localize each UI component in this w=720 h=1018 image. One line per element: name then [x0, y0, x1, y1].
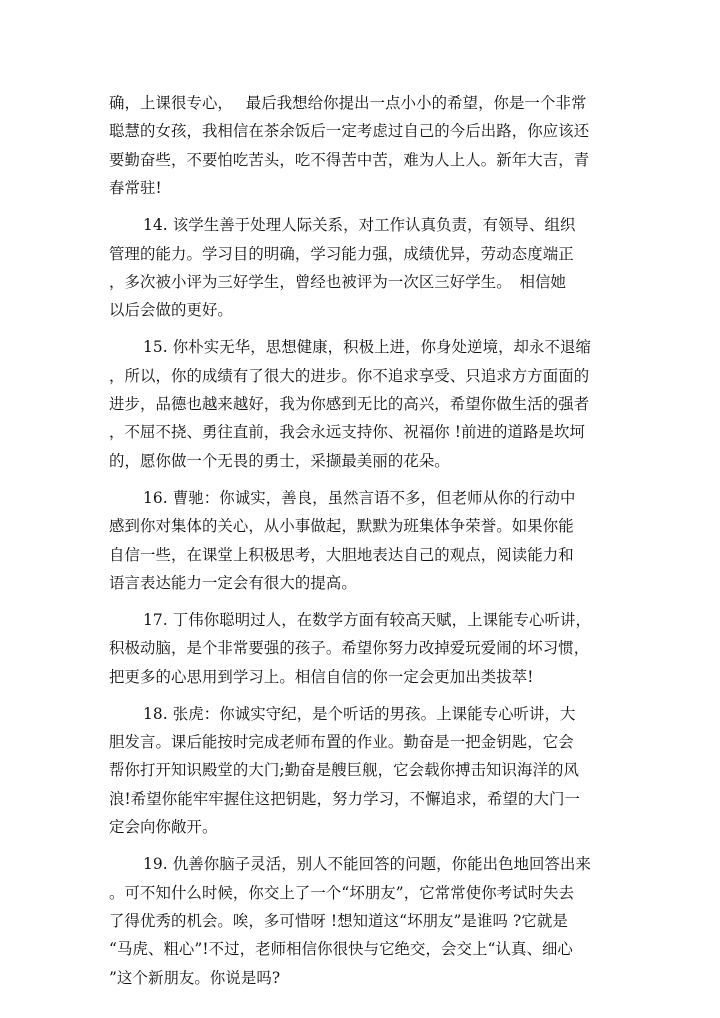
text-line: 。可不知什么时候，你交上了一个“坏朋友”，它常常使你考试时失去: [109, 883, 575, 902]
text-line: 14. 该学生善于处理人际关系，对工作认真负责，有领导、组织: [143, 216, 576, 235]
text-line: 的，愿你做一个无畏的勇士，采撷最美丽的花朵。: [109, 451, 450, 470]
text-line: 聪慧的女孩，我相信在茶余饭后一定考虑过自己的今后出路，你应该还: [109, 122, 590, 141]
document-page: [109, 89, 617, 992]
text-line: ，不屈不挠、勇往直前，我会永远支持你、祝福你 !前进的道路是坎坷: [109, 423, 585, 442]
text-line: 胆发言。课后能按时完成老师布置的作业。勤奋是一把金钥匙，它会: [109, 733, 574, 752]
text-line: 浪!希望你能牢牢握住这把钥匙，努力学习，不懈追求，希望的大门一: [109, 789, 581, 808]
text-line: 16. 曹驰：你诚实，善良，虽然言语不多，但老师从你的行动中: [143, 488, 576, 507]
text-line: 春常驻!: [109, 179, 162, 198]
text-line: 了得优秀的机会。唉，多可惜呀 !想知道这“坏朋友”是谁吗 ?它就是: [109, 911, 568, 930]
text-line: 帮你打开知识殿堂的大门;勤奋是艘巨舰，它会载你搏击知识海洋的风: [109, 761, 580, 780]
paragraph-item-19: [109, 850, 617, 992]
text-line: ”这个新朋友。你说是吗?: [109, 968, 281, 987]
paragraph-item-18: [109, 700, 617, 842]
text-line: ，多次被小评为三好学生，曾经也被评为一次区三好学生。 相信她: [109, 272, 567, 291]
paragraph-continuation: [109, 89, 617, 203]
text-line: 把更多的心思用到学习上。相信自信的你一定会更加出类拔萃!: [109, 667, 534, 686]
paragraph-item-17: [109, 606, 617, 691]
text-line: 语言表达能力一定会有很大的提高。: [109, 574, 357, 592]
paragraph-item-16: [109, 484, 617, 598]
paragraph-item-14: [109, 211, 617, 325]
text-line: 进步，品德也越来越好，我为你感到无比的高兴，希望你做生活的强者: [109, 395, 590, 414]
text-line: 感到你对集体的关心，从小事做起，默默为班集体争荣誉。如果你能: [109, 517, 574, 536]
text-line: 17. 丁伟你聪明过人，在数学方面有较高天赋，上课能专心听讲，: [143, 610, 592, 629]
text-line: 15. 你朴实无华，思想健康，积极上进，你身处逆境，却永不退缩: [143, 338, 592, 357]
paragraph-item-15: [109, 333, 617, 475]
text-line: 19. 仇善你脑子灵活，别人不能回答的问题，你能出色地回答出来: [143, 855, 592, 874]
text-line: 确，上课很专心， 最后我想给你提出一点小小的希望，你是一个非常: [109, 94, 587, 112]
text-line: 定会向你敞开。: [109, 818, 218, 837]
text-line: “马虎、粗心”!不过，老师相信你很快与它绝交，会交上“认真、细心: [109, 940, 573, 959]
text-line: 以后会做的更好。: [109, 301, 233, 320]
text-line: 18. 张虎：你诚实守纪，是个听话的男孩。上课能专心听讲，大: [143, 704, 576, 723]
text-line: ，所以，你的成绩有了很大的进步。你不追求享受、只追求方方面面的: [109, 366, 590, 385]
text-line: 要勤奋些，不要怕吃苦头，吃不得苦中苦，难为人上人。新年大吉，青: [109, 150, 590, 169]
text-line: 积极动脑，是个非常要强的孩子。希望你努力改掉爱玩爱闹的坏习惯，: [109, 639, 590, 658]
text-line: 自信一些，在课堂上积极思考，大胆地表达自己的观点，阅读能力和: [109, 545, 574, 564]
text-line: 管理的能力。学习目的明确，学习能力强，成绩优异，劳动态度端正: [109, 244, 574, 263]
